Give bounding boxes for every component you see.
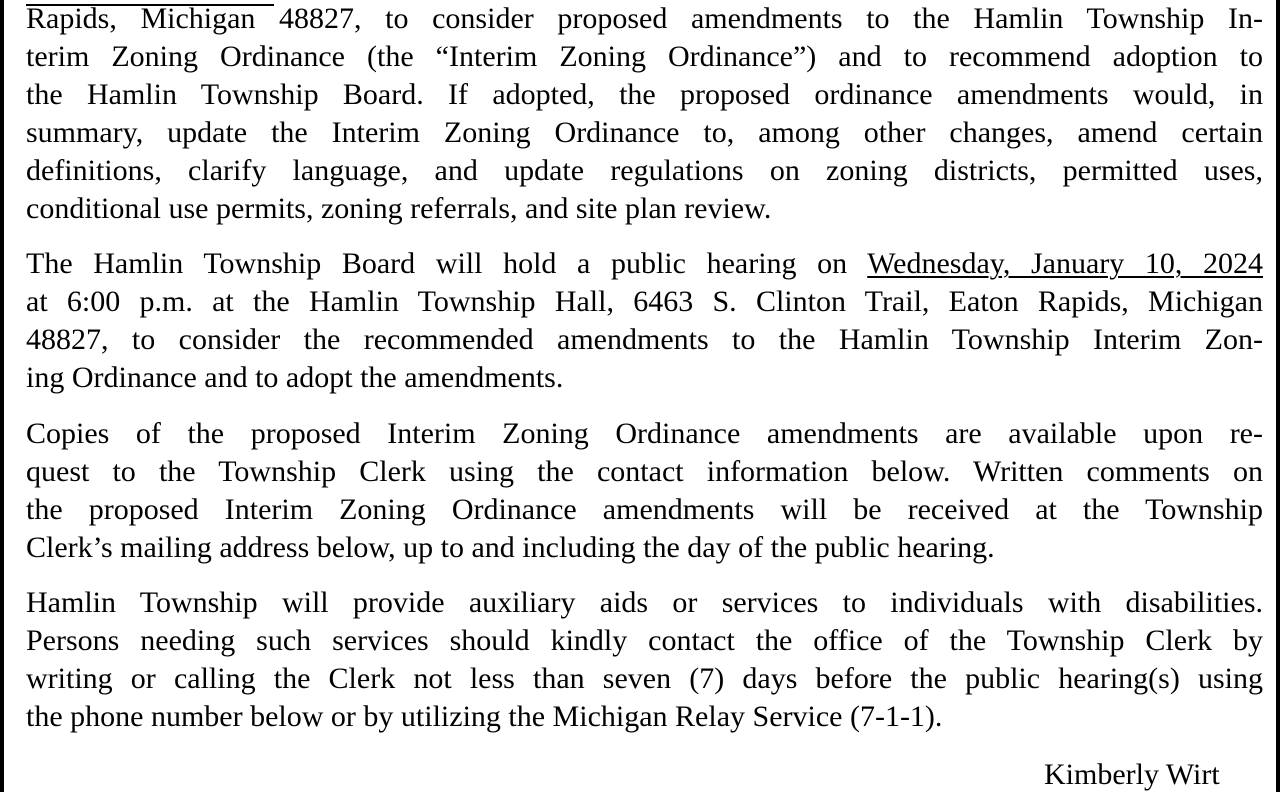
paragraph-4-line-2: Persons needing such services should kindly contact the office of the Township Clerk by — [26, 624, 1263, 657]
paragraph-1-line-4: summary, update the Interim Zoning Ordinance to, among other changes, amend certain — [26, 116, 1263, 149]
paragraph-1-line-2: terim Zoning Ordinance (the “Interim Zoning Ordinance”) and to recommend adoption to — [26, 40, 1263, 73]
paragraph-1-line-6: conditional use permits, zoning referrals, and site plan review. — [26, 192, 772, 225]
paragraph-3-line-3: the proposed Interim Zoning Ordinance amendments will be received at the Township — [26, 493, 1263, 526]
paragraph-1-line-5: definitions, clarify language, and update regulations on zoning districts, permitted uses, — [26, 154, 1263, 187]
hearing-date: Wednesday, January 10, 2024 — [867, 247, 1263, 280]
hearing-intro-text: The Hamlin Township Board will hold a public hearing on — [26, 247, 868, 280]
paragraph-2-line-2: at 6:00 p.m. at the Hamlin Township Hall, 6463 S. Clinton Trail, Eaton Rapids, Michigan — [26, 285, 1263, 318]
paragraph-1-line-1: Rapids, Michigan 48827, to consider proposed amendments to the Hamlin Township In- — [26, 2, 1263, 35]
paragraph-3-line-2: quest to the Township Clerk using the contact information below. Written comments on — [26, 455, 1263, 488]
paragraph-4-line-4: the phone number below or by utilizing the Michigan Relay Service (7-1-1). — [26, 700, 943, 733]
paragraph-3-line-1: Copies of the proposed Interim Zoning Ordinance amendments are available upon re- — [26, 417, 1263, 450]
paragraph-2-line-1 — [26, 245, 1263, 283]
paragraph-4-line-1: Hamlin Township will provide auxiliary aids or services to individuals with disabilities. — [26, 586, 1263, 619]
paragraph-1-line-3: the Hamlin Township Board. If adopted, the proposed ordinance amendments would, in — [26, 78, 1263, 111]
signature-name: Kimberly Wirt — [1044, 758, 1220, 791]
paragraph-2-line-3: 48827, to consider the recommended amendments to the Hamlin Township Interim Zon- — [26, 323, 1263, 356]
paragraph-2-line-4: ing Ordinance and to adopt the amendments. — [26, 361, 564, 394]
paragraph-3-line-4: Clerk’s mailing address below, up to and including the day of the public hearing. — [26, 531, 995, 564]
paragraph-4-line-3: writing or calling the Clerk not less than seven (7) days before the public hearing(s) using — [26, 662, 1263, 695]
